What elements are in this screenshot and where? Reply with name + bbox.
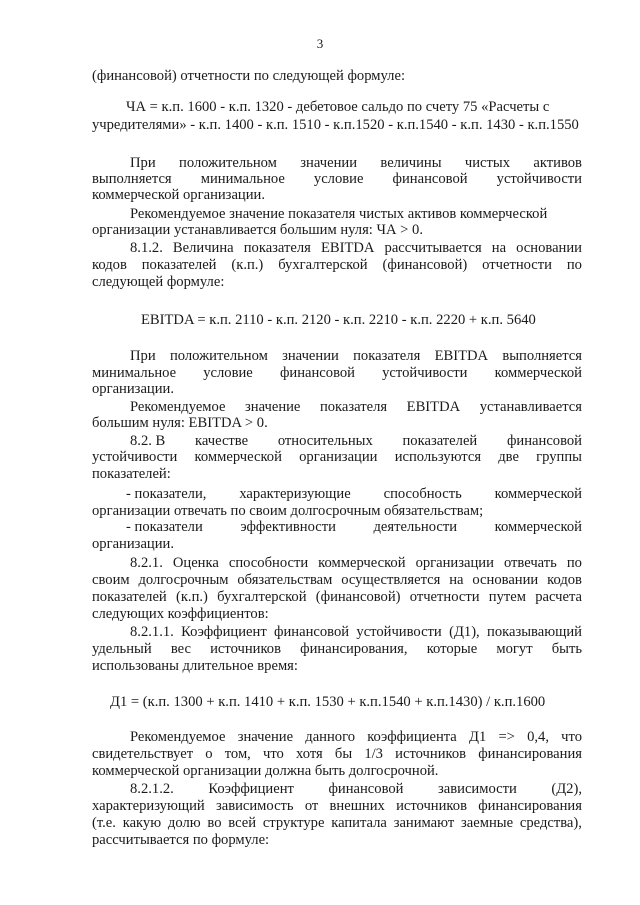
word: отвечать (503, 555, 557, 571)
word: удельный (92, 641, 152, 657)
text-line: коммерческой организации. (92, 187, 266, 203)
word: вес (170, 641, 191, 657)
word: две (498, 449, 519, 465)
word: устойчивости (92, 449, 178, 465)
word: свидетельствует (92, 746, 194, 762)
word: (финансовой) (315, 589, 401, 605)
page-number: 3 (316, 36, 324, 51)
justified-line (92, 589, 582, 605)
word: => (498, 729, 515, 745)
word: чистых (464, 155, 511, 171)
word: финансирования, (300, 641, 408, 657)
text-line: использованы длительное время: (92, 658, 298, 674)
word: 8.2. В (130, 433, 166, 449)
word: финансовой (279, 365, 355, 381)
word: Коэффициент (181, 624, 267, 640)
word: коммерческой (494, 519, 582, 535)
word: группы (536, 449, 582, 465)
justified-line (92, 365, 582, 381)
word: (к.п.) (175, 589, 208, 605)
word: качестве (195, 433, 249, 449)
word: о (205, 746, 213, 762)
word: относительных (277, 433, 373, 449)
justified-line (92, 641, 582, 657)
word: устойчивости (356, 624, 442, 640)
word: активов (533, 155, 582, 171)
word: финансовой (392, 171, 468, 187)
word: заемные (461, 815, 514, 831)
word: способность (383, 486, 462, 502)
word: коммерческой (194, 449, 282, 465)
justified-line (130, 433, 582, 449)
justified-line (92, 572, 582, 588)
word: долю (167, 815, 201, 831)
word: источников (395, 746, 467, 762)
word: При (130, 155, 156, 171)
justified-line (130, 399, 582, 415)
word: основании (516, 240, 582, 256)
word: всей (228, 815, 257, 831)
word: бухгалтерской (278, 257, 368, 273)
word: бы (334, 746, 353, 762)
word: коммерческой (318, 555, 406, 571)
justified-line (130, 240, 582, 256)
justified-line (92, 815, 582, 831)
word: величины (380, 155, 442, 171)
word: по (566, 555, 582, 571)
word: устанавливается (479, 399, 582, 415)
word: условие (313, 171, 364, 187)
word: основании (472, 572, 539, 588)
word: Коэффициент (208, 781, 294, 797)
word: Рекомендуемое значение показателя чистых активов коммерческой (130, 206, 548, 222)
word: (Д1), (449, 624, 480, 640)
word: показателя (243, 240, 311, 256)
word: 0,4, (527, 729, 549, 745)
word: минимальное (200, 171, 285, 187)
word: финансовой (506, 433, 582, 449)
word: во (207, 815, 222, 831)
justified-line (130, 555, 582, 571)
word: характеризующий (92, 798, 205, 814)
word: показателей (141, 257, 217, 273)
word: (Д2), (551, 781, 582, 797)
word: (финансовой) (382, 257, 468, 273)
word: выполняется (92, 171, 172, 187)
formula-net-assets-line1: ЧА = к.п. 1600 - к.п. 1320 - дебетовое сальдо по счету 75 «Расчеты с (126, 99, 550, 115)
text-line: большим нуля: EBITDA > 0. (92, 415, 268, 431)
word: быть (551, 641, 582, 657)
word: которые (426, 641, 478, 657)
justified-line (130, 729, 582, 745)
word: (к.п.) (231, 257, 264, 273)
word: хотя (296, 746, 323, 762)
text-line: показателей: (92, 466, 171, 482)
word: значении (282, 348, 339, 364)
word: средства), (519, 815, 582, 831)
word: данного (305, 729, 356, 745)
word: источников (396, 798, 467, 814)
word: долгосрочным (138, 572, 229, 588)
word: значении (300, 155, 358, 171)
word: обязательствам (237, 572, 333, 588)
text-line: организации устанавливается большим нуля: ЧА > 0. (92, 222, 423, 238)
word: коэффициента (367, 729, 457, 745)
word: положительном (179, 155, 277, 171)
word: 8.2.1.2. (130, 781, 174, 797)
word: эффективности (240, 519, 336, 535)
word: том, (224, 746, 251, 762)
word: показателей (92, 589, 167, 605)
word: от (304, 798, 319, 814)
word: EBITDA (434, 348, 489, 364)
word: расчета (535, 589, 582, 605)
word: показателей (402, 433, 478, 449)
word: занимают (393, 815, 455, 831)
formula-ebitda: EBITDA = к.п. 2110 - к.п. 2120 - к.п. 2210 - к.п. 2220 + к.п. 5640 (141, 312, 536, 328)
word: какую (122, 815, 162, 831)
word: 8.1.2. (130, 240, 163, 256)
word: показателя (353, 348, 421, 364)
justified-line (126, 519, 582, 535)
word: на (491, 240, 507, 256)
word: Оценка (172, 555, 219, 571)
word: характеризующие (239, 486, 351, 502)
word: значение (237, 729, 294, 745)
word: бухгалтерской (217, 589, 307, 605)
word: структуре (262, 815, 325, 831)
word: капитала (331, 815, 387, 831)
word: Рекомендуемое (130, 399, 226, 415)
word: EBITDA (406, 399, 461, 415)
word: 1/3 (364, 746, 383, 762)
word: При (130, 348, 156, 364)
word: устойчивости (496, 171, 582, 187)
word: 8.2.1. (130, 555, 163, 571)
text-line: рассчитывается по формуле: (92, 832, 270, 848)
word: по (566, 257, 582, 273)
word: деятельности (373, 519, 458, 535)
word: коммерческой (494, 486, 582, 502)
text-line: (финансовой) отчетности по следующей формуле: (92, 68, 405, 84)
text-line: организации. (92, 381, 174, 397)
word: своим (92, 572, 130, 588)
word: (т.е. (92, 815, 116, 831)
word: минимальное (92, 365, 177, 381)
word: финансовой (328, 781, 404, 797)
word: финансирования (478, 798, 582, 814)
word: коммерческой (494, 365, 582, 381)
formula-d1: Д1 = (к.п. 1300 + к.п. 1410 + к.п. 1530 + к.п.1540 + к.п.1430) / к.п.1600 (110, 694, 546, 710)
word: способности (228, 555, 309, 571)
word: Величина (172, 240, 234, 256)
word: выполняется (502, 348, 582, 364)
word: зависимости (438, 781, 517, 797)
justified-line (130, 348, 582, 364)
word: используются (394, 449, 482, 465)
word: внешних (329, 798, 385, 814)
justified-line (92, 746, 582, 762)
word: показывающий (487, 624, 582, 640)
word: что (263, 746, 284, 762)
formula-net-assets-line2: учредителями» - к.п. 1400 - к.п. 1510 - к.п.1520 - к.п.1540 - к.п. 1430 - к.п.1550 (92, 117, 579, 133)
word: отчетности (482, 257, 552, 273)
word: финансовой (274, 624, 350, 640)
justified-line (92, 449, 582, 465)
justified-line (126, 486, 582, 502)
text-line: следующих коэффициентов: (92, 606, 269, 622)
text-line: следующей формуле: (92, 274, 225, 290)
word: - показатели, (126, 486, 207, 502)
justified-line (92, 798, 582, 814)
word: зависимость (215, 798, 294, 814)
word: осуществляется (341, 572, 441, 588)
text-line: организации. (92, 536, 174, 552)
word: что (561, 729, 582, 745)
word: устойчивости (382, 365, 468, 381)
word: кодов (92, 257, 127, 273)
justified-line (92, 257, 582, 273)
word: могут (496, 641, 533, 657)
word: путем (488, 589, 526, 605)
justified-line (130, 781, 582, 797)
word: рассчитывается (384, 240, 482, 256)
word: показателя (319, 399, 388, 415)
justified-line (92, 171, 582, 187)
justified-line (130, 155, 582, 171)
word: финансирования (478, 746, 582, 762)
word: условие (203, 365, 253, 381)
word: Д1 (468, 729, 487, 745)
word: 8.2.1.1. (130, 624, 174, 640)
word: организации (415, 555, 494, 571)
word: отчетности (409, 589, 480, 605)
word: источников (210, 641, 281, 657)
word: положительном (169, 348, 268, 364)
word: значение (245, 399, 301, 415)
word: - показатели (126, 519, 203, 535)
text-line: организации отвечать по своим долгосрочным обязательствам; (92, 503, 484, 519)
word: Рекомендуемое (130, 729, 226, 745)
word: организации (299, 449, 378, 465)
justified-line (130, 206, 582, 222)
word: кодов (547, 572, 582, 588)
text-line: коммерческой организации должна быть долгосрочной. (92, 763, 439, 779)
justified-line (130, 624, 582, 640)
word: EBITDA (320, 240, 375, 256)
word: на (449, 572, 464, 588)
